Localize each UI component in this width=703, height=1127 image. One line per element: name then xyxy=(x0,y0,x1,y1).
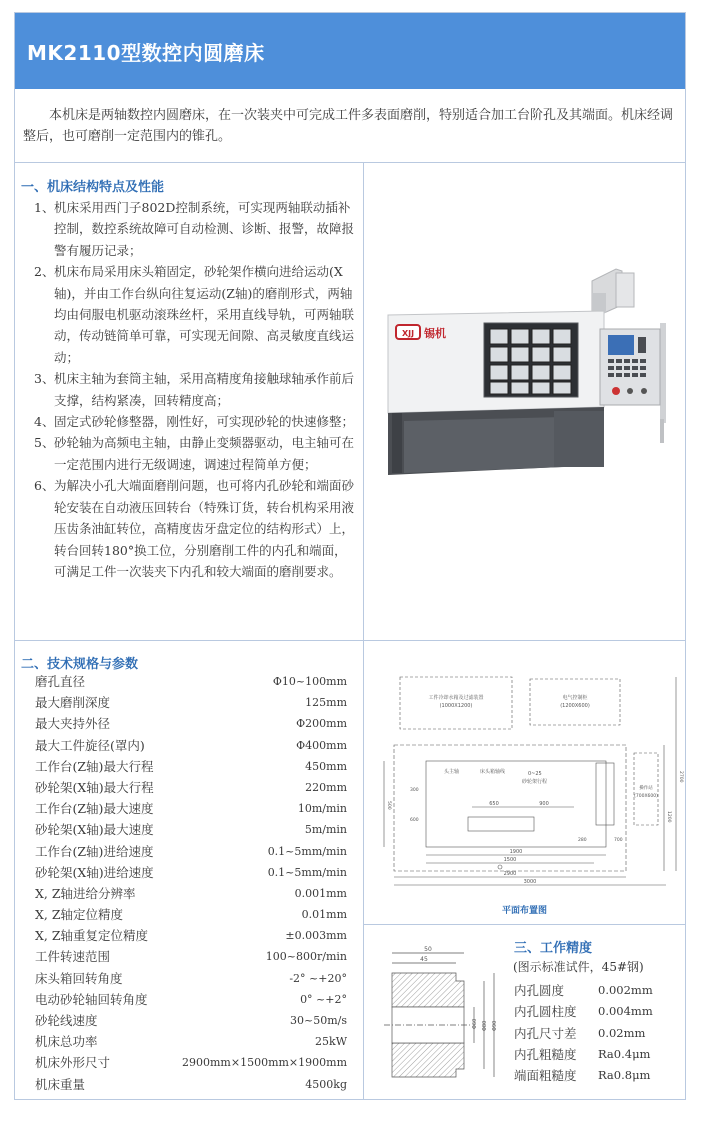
spec-row: 工作台(Z轴)进给速度 0.1~5mm/min xyxy=(35,843,347,859)
spec-row: 最大磨削深度 125mm xyxy=(35,695,347,711)
plan-dim-300: 300 xyxy=(410,788,419,793)
specimen-dim-45: 45 xyxy=(420,956,428,963)
plan-label-c: 0~25 xyxy=(528,771,542,777)
plan-dim-280: 280 xyxy=(578,838,587,843)
spec-row: X, Z轴进给分辨率 0.001mm xyxy=(35,885,347,901)
specimen-dim-50: 50 xyxy=(424,946,432,953)
plan-dim-650: 650 xyxy=(489,801,499,807)
plan-dim-2900: 2900 xyxy=(503,871,517,877)
structure-section xyxy=(15,163,685,641)
plan-label-cabinet: 电气控制柜 xyxy=(562,695,588,701)
spec-row: 机床外形尺寸 2900mm×1500mm×1900mm xyxy=(35,1055,347,1071)
specimen-dim-60: Φ60 xyxy=(472,1018,478,1029)
plan-label-a: 头主轴 xyxy=(444,769,460,775)
product-sheet xyxy=(14,12,686,1100)
plan-label-side: 操作站 xyxy=(639,786,653,791)
plan-label-side-size: (700X600) xyxy=(634,794,658,799)
spec-row: 砂轮线速度 30~50m/s xyxy=(35,1013,347,1028)
plan-layout-panel xyxy=(364,641,685,925)
spec-row: 磨孔直径 Φ10~100mm xyxy=(35,674,347,689)
structure-title: 一、机床结构特点及性能 xyxy=(21,180,165,195)
precision-panel xyxy=(364,925,685,1099)
spec-row: 机床总功率 25kW xyxy=(35,1034,347,1050)
logo-text: 锡机 xyxy=(424,327,446,340)
plan-layout-drawing xyxy=(364,641,685,901)
spec-table xyxy=(35,671,347,1095)
plan-dim-1200: 1200 xyxy=(666,811,671,823)
plan-label-cabinet-size: (1200X600) xyxy=(560,703,590,709)
machine-photo xyxy=(364,163,685,640)
specimen-dim-80: Φ80 xyxy=(482,1020,488,1031)
spec-row: 电动砂轮轴回转角度 0° ~+2° xyxy=(35,991,347,1007)
feature-item: 6、 为解决小孔大端面磨削问题，也可将内孔砂轮和端面砂轮安装在自动液压回转台（特殊订货，转台机构采用液压齿条油缸转位，高精度齿牙盘定位的结构形式）上，转台回转180°换工位，分别磨削工件的内孔和端面，可满足工件一次装夹下内孔和较大端面的磨削要求。 xyxy=(34,478,355,579)
feature-item: 4、 固定式砂轮修整器，刚性好，可实现砂轮的快速修整； xyxy=(34,414,355,430)
feature-item: 3、 机床主轴为套筒主轴，采用高精度角接触球轴承作前后支撑，结构紧凑，回转精度高； xyxy=(34,371,355,408)
machine-photo-panel xyxy=(364,163,685,640)
plan-label-coolant-size: (1000X1200) xyxy=(439,703,473,709)
specimen-dim-90: Φ90 xyxy=(492,1020,498,1031)
spec-row: X, Z轴重复定位精度 ±0.003mm xyxy=(35,928,347,944)
precision-row: 内孔粗糙度 Ra0.4μm xyxy=(514,1046,651,1062)
precision-row: 内孔圆柱度 0.004mm xyxy=(514,1004,653,1020)
spec-row: 砂轮架(X轴)最大行程 220mm xyxy=(35,779,347,795)
plan-label-d: 砂轮架行程 xyxy=(522,779,548,785)
feature-list xyxy=(21,197,359,582)
feature-item: 2、 机床布局采用床头箱固定，砂轮架作横向进给运动(X轴)，并由工作台纵向往复运动(Z轴)的磨削形式，两轴均由伺服电机驱动滚珠丝杆，采用直线导轨，可两轴联动，传动链简单可靠，可实现无间隙、高灵敏度直线运动； xyxy=(34,264,355,365)
logo-mark: XJJ xyxy=(401,329,415,338)
spec-row: 工作台(Z轴)最大速度 10m/min xyxy=(35,801,347,817)
intro-text: 本机床是两轴数控内圆磨床，在一次装夹中可完成工件多表面磨削，特别适合加工台阶孔及其端面。机床经调整后，也可磨削一定范围内的锥孔。 xyxy=(23,108,674,144)
plan-dim-900: 900 xyxy=(539,801,549,807)
spec-row: 床头箱回转角度 -2° ~+20° xyxy=(35,970,347,986)
plan-caption: 平面布置图 xyxy=(501,906,547,916)
spec-row: 工作台(Z轴)最大行程 450mm xyxy=(35,758,347,774)
spec-row: 最大夹持外径 Φ200mm xyxy=(35,716,347,732)
precision-row: 内孔圆度 0.002mm xyxy=(514,983,653,998)
precision-title: 三、工作精度 xyxy=(514,941,593,956)
spec-row: 工件转速范围 100~800r/min xyxy=(35,949,347,965)
specs-section xyxy=(15,641,685,1099)
precision-subtitle: (图示标准试件，45#钢) xyxy=(513,960,644,974)
precision-row: 端面粗糙度 Ra0.8μm xyxy=(514,1068,651,1084)
plan-dim-700: 700 xyxy=(614,838,623,843)
precision-row: 内孔尺寸差 0.02mm xyxy=(514,1025,646,1041)
plan-dim-600: 600 xyxy=(410,818,419,823)
precision-list xyxy=(514,980,679,1086)
spec-row: X, Z轴定位精度 0.01mm xyxy=(35,907,347,923)
plan-dim-2700: 2700 xyxy=(678,771,683,783)
specimen-drawing xyxy=(364,925,504,1093)
plan-label-coolant: 工件冷却水箱及过滤装置 xyxy=(428,695,484,701)
plan-dim-1900: 1900 xyxy=(509,849,523,855)
plan-dim-500: 500 xyxy=(386,801,391,810)
plan-dim-3000: 3000 xyxy=(523,879,537,885)
specs-title: 二、技术规格与参数 xyxy=(21,657,139,672)
plan-dim-1500: 1500 xyxy=(503,857,517,863)
spec-row: 机床重量 4500kg xyxy=(35,1076,347,1092)
intro-section xyxy=(15,89,685,163)
spec-row: 砂轮架(X轴)最大速度 5m/min xyxy=(35,822,347,838)
page-title: MK2110型数控内圆磨床 xyxy=(27,41,265,65)
spec-row: 最大工件旋径(罩内) Φ400mm xyxy=(35,737,347,753)
title-bar xyxy=(15,13,685,89)
plan-label-b: 床头箱轴线 xyxy=(480,769,506,775)
specs-panel xyxy=(15,641,364,1099)
spec-row: 砂轮架(X轴)进给速度 0.1~5mm/min xyxy=(35,864,347,880)
feature-item: 1、 机床采用西门子802D控制系统，可实现两轴联动插补控制，数控系统故障可自动检测、诊断、报警，故障报警有履历记录； xyxy=(34,200,355,258)
structure-text-panel xyxy=(15,163,364,640)
feature-item: 5、 砂轮轴为高频电主轴，由静止变频器驱动，电主轴可在一定范围内进行无级调速，调速过程简单方便； xyxy=(34,435,355,472)
